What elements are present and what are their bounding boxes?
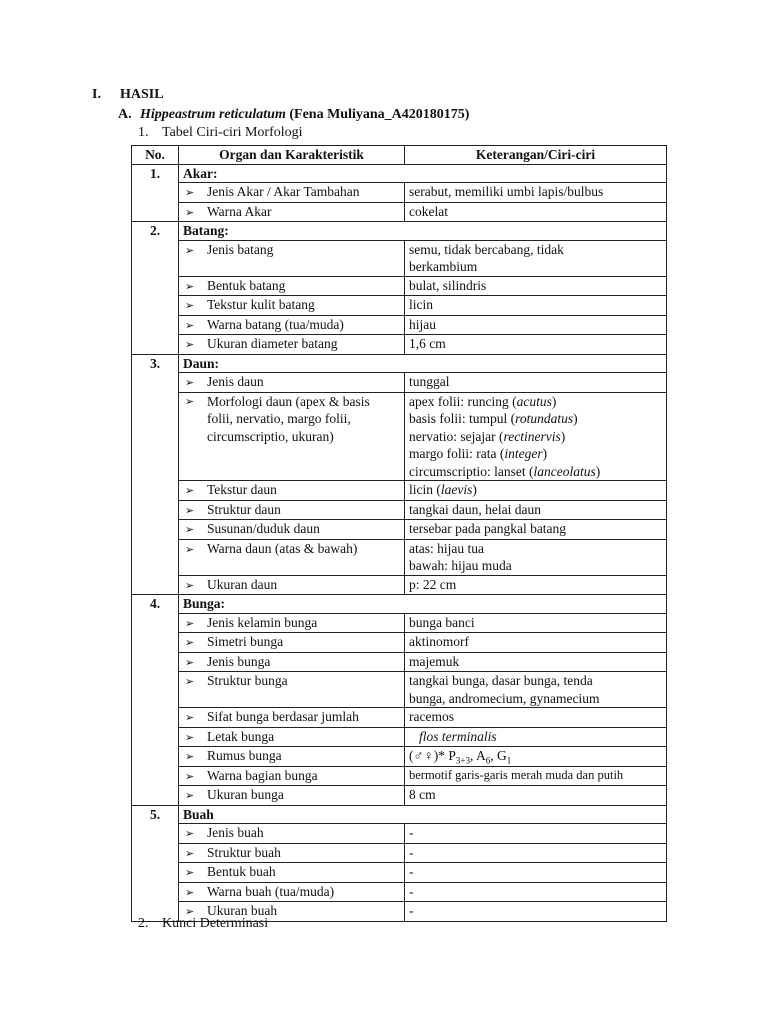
arrow-bullet-icon: ➢	[185, 578, 195, 592]
table-row: ➢ Rumus bunga (♂♀)* $P_{3+3}$, $A_6$, $G_1$	[132, 747, 667, 767]
section-number: 4.	[132, 595, 179, 806]
arrow-bullet-icon: ➢	[185, 279, 195, 293]
section-title: Batang:	[179, 222, 667, 241]
arrow-bullet-icon: ➢	[185, 318, 195, 332]
section-row-daun	[132, 354, 667, 373]
table-row: ➢ Struktur buah -	[132, 843, 667, 863]
section-row-batang	[132, 222, 667, 241]
arrow-bullet-icon: ➢	[185, 711, 195, 724]
table-row: ➢ Tekstur daun licin (laevis)	[132, 481, 667, 501]
arrow-bullet-icon: ➢	[185, 503, 195, 517]
arrow-bullet-icon: ➢	[185, 616, 195, 630]
section-heading-hasil: I. HASIL	[92, 87, 164, 102]
table-row: ➢ Jenis Akar / Akar Tambahan serabut, memiliki umbi lapis/bulbus	[132, 183, 667, 203]
arrow-bullet-icon: ➢	[185, 885, 195, 899]
section-number: 1.	[132, 164, 179, 222]
table-row: ➢ Jenis kelamin bunga bunga banci	[132, 613, 667, 633]
arrow-bullet-icon: ➢	[185, 205, 195, 219]
table-row: ➢ Jenis buah -	[132, 824, 667, 844]
section-number: 2.	[132, 222, 179, 355]
table-row: ➢ Sifat bunga berdasar jumlah racemos	[132, 708, 667, 728]
arrow-bullet-icon: ➢	[185, 299, 195, 312]
arrow-bullet-icon: ➢	[185, 827, 195, 840]
section-row-buah	[132, 805, 667, 824]
table-row: ➢ Warna daun (atas & bawah) atas: hijau tua bawah: hijau muda	[132, 539, 667, 575]
table-heading: 1. Tabel Ciri-ciri Morfologi	[138, 125, 303, 140]
arrow-bullet-icon: ➢	[185, 523, 195, 536]
arrow-bullet-icon: ➢	[185, 655, 195, 669]
table-row: ➢ Ukuran bunga 8 cm	[132, 786, 667, 806]
flower-formula: (♂♀)* $P_{3+3}$, $A_6$, $G_1$	[405, 747, 667, 767]
arrow-bullet-icon: ➢	[185, 186, 195, 199]
arrow-bullet-icon: ➢	[185, 789, 195, 802]
section-title: Bunga:	[179, 595, 667, 614]
arrow-bullet-icon: ➢	[185, 769, 195, 783]
table-row: ➢ Morfologi daun (apex & basis folii, nervatio, margo folii, circumscriptio, ukuran) apex folii: runcing (acutus) basis folii: tumpul (rotundatus) nervatio: sejajar (rectinervis) margo folii: rata (integer) circumscriptio: lanset (lanceolatus)	[132, 392, 667, 481]
section-title: Akar:	[179, 164, 667, 183]
section-row-bunga	[132, 595, 667, 614]
arrow-bullet-icon: ➢	[185, 730, 195, 744]
table-row: ➢ Tekstur kulit batang licin	[132, 296, 667, 316]
table-row: ➢ Simetri bunga aktinomorf	[132, 633, 667, 653]
table-row: ➢ Bentuk batang bulat, silindris	[132, 276, 667, 296]
table-row: ➢ Letak bunga flos terminalis	[132, 727, 667, 747]
arrow-bullet-icon: ➢	[185, 636, 195, 649]
arrow-bullet-icon: ➢	[185, 866, 195, 879]
header-no: No.	[132, 146, 179, 165]
table-row: ➢ Warna batang (tua/muda) hijau	[132, 315, 667, 335]
author-name: (Fena Muliyana_A420180175)	[289, 107, 470, 122]
section-number: 3.	[132, 354, 179, 595]
table-row: ➢ Jenis batang semu, tidak bercabang, tidak berkambium	[132, 240, 667, 276]
table-row: ➢ Ukuran daun p: 22 cm	[132, 575, 667, 595]
table-row: ➢ Ukuran buah -	[132, 902, 667, 922]
section-row-akar	[132, 164, 667, 183]
header-organ: Organ dan Karakteristik	[179, 146, 405, 165]
arrow-bullet-icon: ➢	[185, 905, 195, 918]
table-row: ➢ Jenis daun tunggal	[132, 373, 667, 393]
table-header-row	[132, 146, 667, 165]
arrow-bullet-icon: ➢	[185, 394, 195, 408]
table-row: ➢ Susunan/duduk daun tersebar pada pangkal batang	[132, 520, 667, 540]
section-title: Daun:	[179, 354, 667, 373]
subsection-heading: A. Hippeastrum reticulatum (Fena Muliyana_A420180175)	[118, 107, 470, 122]
table-row: ➢ Warna Akar cokelat	[132, 202, 667, 222]
section-number: 5.	[132, 805, 179, 921]
arrow-bullet-icon: ➢	[185, 338, 195, 351]
table-row: ➢ Warna buah (tua/muda) -	[132, 882, 667, 902]
arrow-bullet-icon: ➢	[185, 243, 195, 257]
arrow-bullet-icon: ➢	[185, 750, 195, 763]
arrow-bullet-icon: ➢	[185, 846, 195, 860]
table-row: ➢ Jenis bunga majemuk	[132, 652, 667, 672]
species-name: Hippeastrum reticulatum	[140, 107, 286, 122]
arrow-bullet-icon: ➢	[185, 542, 195, 556]
table-row: ➢ Bentuk buah -	[132, 863, 667, 883]
table-row: ➢ Struktur bunga tangkai bunga, dasar bunga, tenda bunga, andromecium, gynamecium	[132, 672, 667, 708]
table-row: ➢ Warna bagian bunga bermotif garis-garis merah muda dan putih	[132, 766, 667, 786]
section-title: Buah	[179, 805, 667, 824]
header-keterangan: Keterangan/Ciri-ciri	[405, 146, 667, 165]
arrow-bullet-icon: ➢	[185, 675, 195, 688]
morphology-table	[131, 145, 667, 922]
table-row: ➢ Ukuran diameter batang 1,6 cm	[132, 335, 667, 355]
arrow-bullet-icon: ➢	[185, 484, 195, 497]
next-section-heading: 2. Kunci Determinasi	[138, 916, 269, 931]
arrow-bullet-icon: ➢	[185, 376, 195, 389]
table-row: ➢ Struktur daun tangkai daun, helai daun	[132, 500, 667, 520]
